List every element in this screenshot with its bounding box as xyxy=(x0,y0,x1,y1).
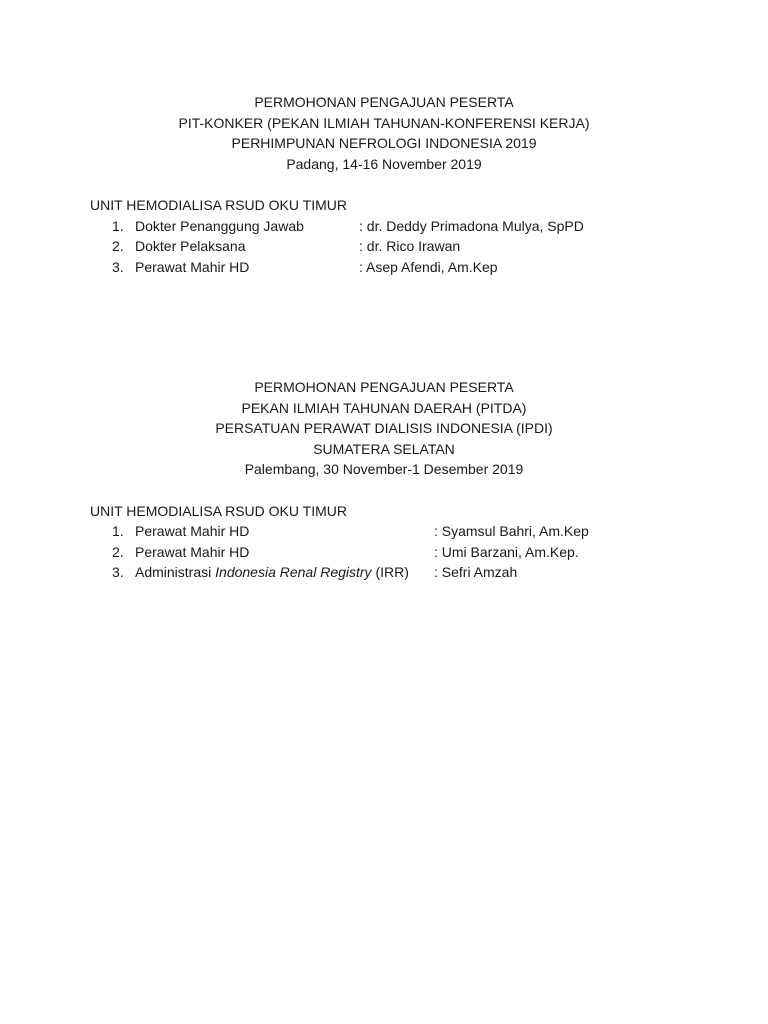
item-number: 2. xyxy=(112,543,124,560)
item-value: : dr. Deddy Primadona Mulya, SpPD xyxy=(359,217,584,234)
list-item xyxy=(0,542,768,563)
item-value: : Syamsul Bahri, Am.Kep xyxy=(434,523,589,539)
list-item xyxy=(0,257,768,278)
item-value: : Asep Afendi, Am.Kep xyxy=(359,258,498,275)
item-role-suffix: (IRR) xyxy=(371,564,409,580)
item-number: 3. xyxy=(112,564,124,580)
list-item xyxy=(0,236,768,257)
participant-list xyxy=(0,216,768,278)
section-heading xyxy=(0,92,768,174)
item-number: 2. xyxy=(112,238,124,254)
item-number: 1. xyxy=(112,217,124,234)
unit-title: UNIT HEMODIALISA RSUD OKU TIMUR xyxy=(90,197,347,213)
item-role: Perawat Mahir HD xyxy=(135,543,250,560)
item-role: Dokter Pelaksana xyxy=(135,238,246,254)
item-value: : Sefri Amzah xyxy=(434,564,518,580)
request-section-pit-konker xyxy=(0,92,768,277)
item-role-prefix: Administrasi xyxy=(135,564,216,580)
item-number: 3. xyxy=(112,258,124,275)
participant-list xyxy=(0,521,768,583)
list-item xyxy=(0,562,768,583)
unit-title: UNIT HEMODIALISA RSUD OKU TIMUR xyxy=(90,502,347,519)
item-role xyxy=(135,562,409,583)
list-item xyxy=(0,216,768,237)
heading-place-date: Padang, 14-16 November 2019 xyxy=(286,155,482,172)
heading-region: SUMATERA SELATAN xyxy=(313,440,455,457)
section-heading xyxy=(0,377,768,480)
list-item xyxy=(0,521,768,542)
item-role: Perawat Mahir HD xyxy=(135,258,250,275)
heading-event: PIT-KONKER (PEKAN ILMIAH TAHUNAN-KONFERENSI KERJA) xyxy=(178,114,590,131)
heading-event: PEKAN ILMIAH TAHUNAN DAERAH (PITDA) xyxy=(241,399,527,416)
heading-title: PERMOHONAN PENGAJUAN PESERTA xyxy=(254,94,514,110)
heading-title: PERMOHONAN PENGAJUAN PESERTA xyxy=(254,379,514,395)
item-value: : dr. Rico Irawan xyxy=(359,238,461,254)
item-role: Dokter Penanggung Jawab xyxy=(135,217,304,234)
item-role-italic: Indonesia Renal Registry xyxy=(215,564,372,580)
heading-place-date: Palembang, 30 November-1 Desember 2019 xyxy=(244,461,524,477)
item-role: Perawat Mahir HD xyxy=(135,523,250,539)
request-section-pitda xyxy=(0,377,768,583)
heading-organization: PERSATUAN PERAWAT DIALISIS INDONESIA (IPDI) xyxy=(215,420,553,436)
item-value: : Umi Barzani, Am.Kep. xyxy=(434,543,579,560)
item-number: 1. xyxy=(112,523,124,539)
heading-organization: PERHIMPUNAN NEFROLOGI INDONESIA 2019 xyxy=(231,135,537,151)
